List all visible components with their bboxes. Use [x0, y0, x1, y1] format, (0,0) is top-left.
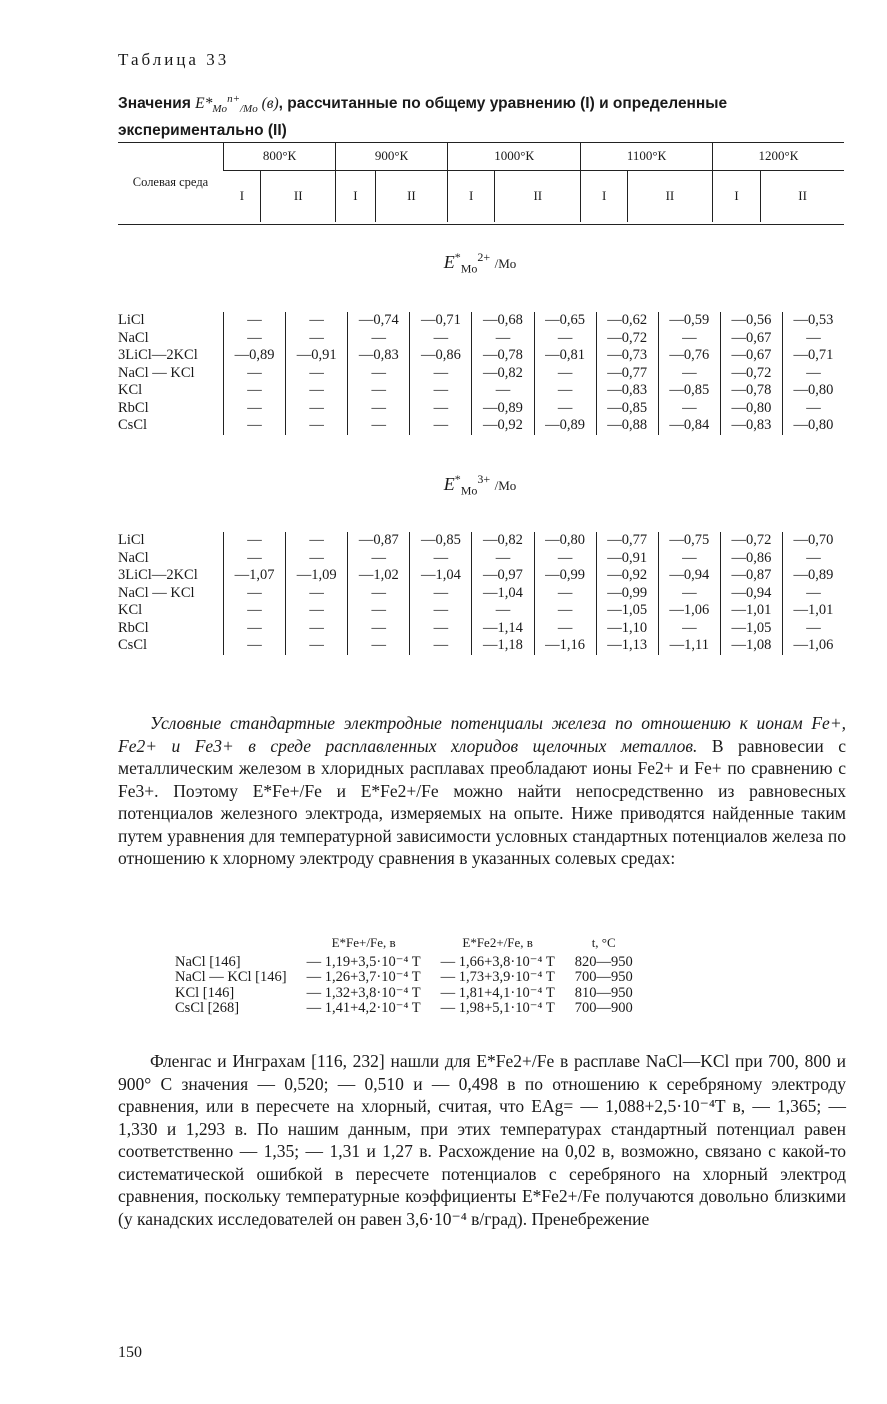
value-cell: —: [348, 400, 410, 418]
value-cell: —: [534, 620, 596, 638]
value-cell: —0,89: [224, 347, 286, 365]
equation-cell-t: 810—950: [574, 984, 633, 1001]
value-cell: —: [410, 330, 472, 348]
salt-cell: NaCl: [118, 549, 149, 566]
value-cell: —1,05: [596, 602, 658, 620]
table-caption: [118, 88, 818, 142]
value-cell: —0,74: [348, 312, 410, 330]
value-cell: —: [658, 365, 720, 383]
value-cell: —: [782, 550, 844, 568]
equation-row: [165, 1001, 643, 1017]
value-cell: —0,71: [782, 347, 844, 365]
value-cell: —0,65: [534, 312, 596, 330]
value-cell: —: [534, 365, 596, 383]
value-cell: —: [224, 417, 286, 435]
value-cell: —: [224, 532, 286, 550]
value-cell: —: [658, 585, 720, 603]
caption-symbol: $E*_{Mo}^{n+}_{/Mo}$: [195, 93, 258, 116]
equation-cell-e1: — 1,19+3,5·10⁻⁴ T: [306, 953, 421, 970]
value-cell: —1,04: [410, 567, 472, 585]
value-cell: —: [224, 585, 286, 603]
value-cell: —: [658, 400, 720, 418]
equation-cell-t: 700—950: [574, 969, 633, 985]
table-row: [118, 417, 844, 435]
value-cell: —0,75: [658, 532, 720, 550]
table-row: [118, 585, 844, 603]
value-cell: —1,04: [472, 585, 534, 603]
value-cell: —0,76: [658, 347, 720, 365]
value-cell: —1,11: [658, 637, 720, 655]
value-cell: —: [782, 585, 844, 603]
value-cell: —0,92: [596, 567, 658, 585]
value-cell: —: [348, 417, 410, 435]
value-cell: —: [410, 382, 472, 400]
temp-header: 1000°К: [448, 142, 581, 170]
value-cell: —: [286, 417, 348, 435]
salt-cell: KCl: [118, 602, 143, 618]
value-cell: —: [658, 550, 720, 568]
value-cell: —: [472, 550, 534, 568]
value-cell: —0,89: [534, 417, 596, 435]
temp-header: 900°К: [336, 142, 448, 170]
value-cell: —: [410, 585, 472, 603]
value-cell: —0,78: [472, 347, 534, 365]
salt-cell: RbCl: [118, 619, 149, 636]
value-cell: —: [472, 382, 534, 400]
value-cell: —0,59: [658, 312, 720, 330]
table-row: [118, 312, 844, 330]
salt-cell: KCl: [118, 382, 143, 398]
subcol-header: II: [628, 170, 713, 222]
value-cell: —: [224, 330, 286, 348]
equation-cell-medium: NaCl — KCl [146]: [175, 969, 287, 985]
value-cell: —0,89: [782, 567, 844, 585]
page-number: 150: [118, 1344, 142, 1361]
value-cell: —: [286, 532, 348, 550]
value-cell: —0,83: [720, 417, 782, 435]
value-cell: —0,94: [658, 567, 720, 585]
table-header: [118, 142, 844, 222]
value-cell: —: [286, 550, 348, 568]
paragraph-2: [118, 1050, 846, 1230]
value-cell: —: [286, 602, 348, 620]
value-cell: —0,99: [596, 585, 658, 603]
salt-cell: 3LiCl—2KCl: [118, 567, 198, 583]
value-cell: —: [286, 585, 348, 603]
value-cell: —: [472, 602, 534, 620]
salt-cell: NaCl — KCl: [118, 364, 195, 381]
subcol-header: I: [581, 170, 628, 222]
equation-cell-e2: — 1,98+5,1·10⁻⁴ T: [440, 1000, 555, 1016]
salt-column-header: Солевая среда: [132, 175, 209, 189]
value-cell: —0,80: [534, 532, 596, 550]
value-cell: —0,81: [534, 347, 596, 365]
paragraph-1-text: В равновесии с металлическим железом в хлоридных расплавах преобладают ионы Fe2+ и Fe+ по сравнению с Fe3+. Поэтому E*Fe+/Fe и E*Fe2+/Fe можно найти непосредственно из равновесных потенциалов железного электрода, измеряемых на опыте. Ниже приводятся найденные таким путем уравнения для температурной зависимости условных стандартных потенциалов железа по отношению к хлорному электроду сравнения в указанных солевых средах:: [118, 735, 846, 868]
section-title-mo3: $E^*_{Mo}^{3+}$ /Mo: [443, 472, 517, 498]
value-cell: —0,80: [782, 417, 844, 435]
table-row: [118, 567, 844, 585]
table-row: [118, 400, 844, 418]
subcol-header: I: [336, 170, 376, 222]
table-row: [118, 620, 844, 638]
value-cell: —: [224, 365, 286, 383]
value-cell: —0,80: [720, 400, 782, 418]
temp-header: 800°К: [224, 142, 336, 170]
value-cell: —0,85: [410, 532, 472, 550]
value-cell: —0,86: [720, 550, 782, 568]
value-cell: —0,91: [596, 550, 658, 568]
value-cell: —1,06: [658, 602, 720, 620]
subcol-header: II: [375, 170, 447, 222]
value-cell: —0,53: [782, 312, 844, 330]
paragraph-1: [118, 712, 846, 870]
salt-cell: CsCl: [118, 637, 148, 653]
value-cell: —: [224, 312, 286, 330]
paragraph-2-text: Фленгас и Инграхам [116, 232] нашли для E*Fe2+/Fe в расплаве NaCl—KCl при 700, 800 и 900° С значения — 0,520; — 0,510 и — 0,498 в по отношению к серебряному электроду сравнения, или в пересчете на хлорный, считая, что EAg= — 1,088+2,5·10⁻⁴T в, — 1,365; — 1,330 и 1,293 в. По нашим данным, при этих температурах стандартный потенциал равен соответственно — 1,35; — 1,31 и 1,27 в. Расхождение на 0,02 в, возможно, связано с какой-то систематической ошибкой в пересчете потенциалов с серебряного на хлорный электрод сравнения, поскольку температурные коэффициенты E*Fe2+/Fe получаются довольно близкими (у канадских исследователей он равен 3,6·10⁻⁴ в/град). Пренебрежение: [118, 1051, 846, 1229]
value-cell: —0,86: [410, 347, 472, 365]
value-cell: —0,99: [534, 567, 596, 585]
value-cell: —: [348, 330, 410, 348]
value-cell: —0,91: [286, 347, 348, 365]
value-cell: —: [348, 602, 410, 620]
value-cell: —: [410, 620, 472, 638]
salt-cell: RbCl: [118, 399, 149, 416]
value-cell: —0,82: [472, 532, 534, 550]
value-cell: —: [286, 620, 348, 638]
caption-suffix: , рассчитанные по общему уравнению (I) и определенные экспериментально (II): [118, 95, 728, 140]
value-cell: —0,87: [720, 567, 782, 585]
value-cell: —0,84: [658, 417, 720, 435]
value-cell: —0,87: [348, 532, 410, 550]
caption-prefix: Значения: [118, 95, 196, 113]
value-cell: —0,80: [782, 382, 844, 400]
value-cell: —1,13: [596, 637, 658, 655]
value-cell: —: [224, 550, 286, 568]
value-cell: —: [286, 330, 348, 348]
value-cell: —: [534, 585, 596, 603]
value-cell: —0,89: [472, 400, 534, 418]
table-row: [118, 330, 844, 348]
value-cell: —: [410, 550, 472, 568]
value-cell: —0,56: [720, 312, 782, 330]
subcol-header: II: [261, 170, 336, 222]
value-cell: —: [224, 637, 286, 655]
value-cell: —0,73: [596, 347, 658, 365]
value-cell: —0,83: [596, 382, 658, 400]
section-title-mo2: $E^*_{Mo}^{2+}$ /Mo: [443, 250, 517, 276]
value-cell: —0,97: [472, 567, 534, 585]
salt-cell: LiCl: [118, 312, 145, 328]
value-cell: —: [348, 620, 410, 638]
equation-cell-e1: — 1,41+4,2·10⁻⁴ T: [306, 1000, 421, 1016]
value-cell: —0,67: [720, 330, 782, 348]
value-cell: —: [348, 637, 410, 655]
table-header-rule: [118, 224, 844, 225]
value-cell: —1,18: [472, 637, 534, 655]
equation-cell-e1: — 1,26+3,7·10⁻⁴ T: [306, 969, 421, 985]
value-cell: —0,62: [596, 312, 658, 330]
equation-cell-medium: KCl [146]: [175, 984, 235, 1001]
value-cell: —: [224, 382, 286, 400]
table-row: [118, 602, 844, 620]
value-cell: —: [224, 620, 286, 638]
value-cell: —1,06: [782, 637, 844, 655]
value-cell: —0,85: [596, 400, 658, 418]
table-row: [118, 550, 844, 568]
value-cell: —: [410, 365, 472, 383]
value-cell: —: [410, 602, 472, 620]
subcol-header: I: [448, 170, 495, 222]
value-cell: —: [224, 400, 286, 418]
value-cell: —: [410, 637, 472, 655]
eq-header: E*Fe+/Fe, в: [331, 935, 396, 950]
equation-cell-medium: NaCl [146]: [175, 953, 241, 970]
value-cell: —0,72: [596, 330, 658, 348]
salt-cell: NaCl: [118, 329, 149, 346]
value-cell: —: [410, 400, 472, 418]
equation-cell-e1: — 1,32+3,8·10⁻⁴ T: [306, 984, 421, 1001]
value-cell: —: [782, 365, 844, 383]
value-cell: —0,82: [472, 365, 534, 383]
value-cell: —: [534, 330, 596, 348]
value-cell: —1,10: [596, 620, 658, 638]
paragraph-1-lead: Условные стандартные электродные потенциалы железа по отношению к ионам Fe+, Fe2+ и Fe3+ в среде расплавленных хлоридов щелочных металлов.: [118, 713, 846, 756]
equation-cell-t: 700—900: [574, 1000, 633, 1016]
value-cell: —: [286, 382, 348, 400]
value-cell: —: [348, 382, 410, 400]
subcol-header: II: [495, 170, 581, 222]
salt-cell: NaCl — KCl: [118, 584, 195, 601]
equation-cell-e2: — 1,81+4,1·10⁻⁴ T: [440, 984, 555, 1001]
equations-table: [165, 935, 643, 1017]
value-cell: —1,01: [782, 602, 844, 620]
value-cell: —0,94: [720, 585, 782, 603]
value-cell: —: [286, 637, 348, 655]
value-cell: —: [348, 365, 410, 383]
value-cell: —0,78: [720, 382, 782, 400]
value-cell: —0,77: [596, 365, 658, 383]
value-cell: —0,72: [720, 365, 782, 383]
value-cell: —: [224, 602, 286, 620]
value-cell: —: [534, 550, 596, 568]
temp-header: 1100°К: [581, 142, 713, 170]
equation-row: [165, 970, 643, 986]
value-cell: —1,05: [720, 620, 782, 638]
value-cell: —: [410, 417, 472, 435]
table-row: [118, 382, 844, 400]
salt-cell: 3LiCl—2KCl: [118, 347, 198, 363]
temp-header: 1200°К: [712, 142, 844, 170]
value-cell: —0,92: [472, 417, 534, 435]
eq-header: E*Fe2+/Fe, в: [462, 935, 533, 950]
value-cell: —: [658, 620, 720, 638]
value-cell: —: [348, 550, 410, 568]
value-cell: —: [782, 620, 844, 638]
salt-cell: CsCl: [118, 417, 148, 433]
salt-cell: LiCl: [118, 532, 145, 548]
equation-cell-medium: CsCl [268]: [175, 1000, 240, 1016]
value-cell: —: [472, 330, 534, 348]
data-table-mo2: [118, 312, 844, 435]
value-cell: —1,16: [534, 637, 596, 655]
subcol-header: II: [761, 170, 844, 222]
value-cell: —: [534, 602, 596, 620]
table-row: [118, 347, 844, 365]
value-cell: —1,07: [224, 567, 286, 585]
eq-header: t, °C: [591, 935, 616, 950]
equation-cell-e2: — 1,66+3,8·10⁻⁴ T: [440, 953, 555, 970]
value-cell: —1,14: [472, 620, 534, 638]
table-row: [118, 637, 844, 655]
table-row: [118, 532, 844, 550]
value-cell: —1,09: [286, 567, 348, 585]
value-cell: —0,68: [472, 312, 534, 330]
value-cell: —: [286, 400, 348, 418]
value-cell: —: [782, 330, 844, 348]
subcol-header: I: [239, 188, 245, 204]
value-cell: —0,67: [720, 347, 782, 365]
equation-cell-e2: — 1,73+3,9·10⁻⁴ T: [440, 969, 555, 985]
subcol-header: I: [712, 170, 760, 222]
value-cell: —0,72: [720, 532, 782, 550]
value-cell: —1,08: [720, 637, 782, 655]
table-label: Таблица 33: [118, 50, 230, 69]
table-row: [118, 365, 844, 383]
value-cell: —0,88: [596, 417, 658, 435]
value-cell: —0,71: [410, 312, 472, 330]
value-cell: —: [348, 585, 410, 603]
value-cell: —: [534, 400, 596, 418]
equation-cell-t: 820—950: [574, 953, 633, 970]
equation-row: [165, 955, 643, 971]
value-cell: —0,83: [348, 347, 410, 365]
value-cell: —: [534, 382, 596, 400]
value-cell: —1,01: [720, 602, 782, 620]
value-cell: —0,77: [596, 532, 658, 550]
value-cell: —0,85: [658, 382, 720, 400]
value-cell: —0,70: [782, 532, 844, 550]
value-cell: —1,02: [348, 567, 410, 585]
equation-row: [165, 986, 643, 1002]
caption-unit: (в): [257, 95, 279, 113]
value-cell: —: [286, 312, 348, 330]
value-cell: —: [658, 330, 720, 348]
value-cell: —: [782, 400, 844, 418]
data-table-mo3: [118, 532, 844, 655]
value-cell: —: [286, 365, 348, 383]
